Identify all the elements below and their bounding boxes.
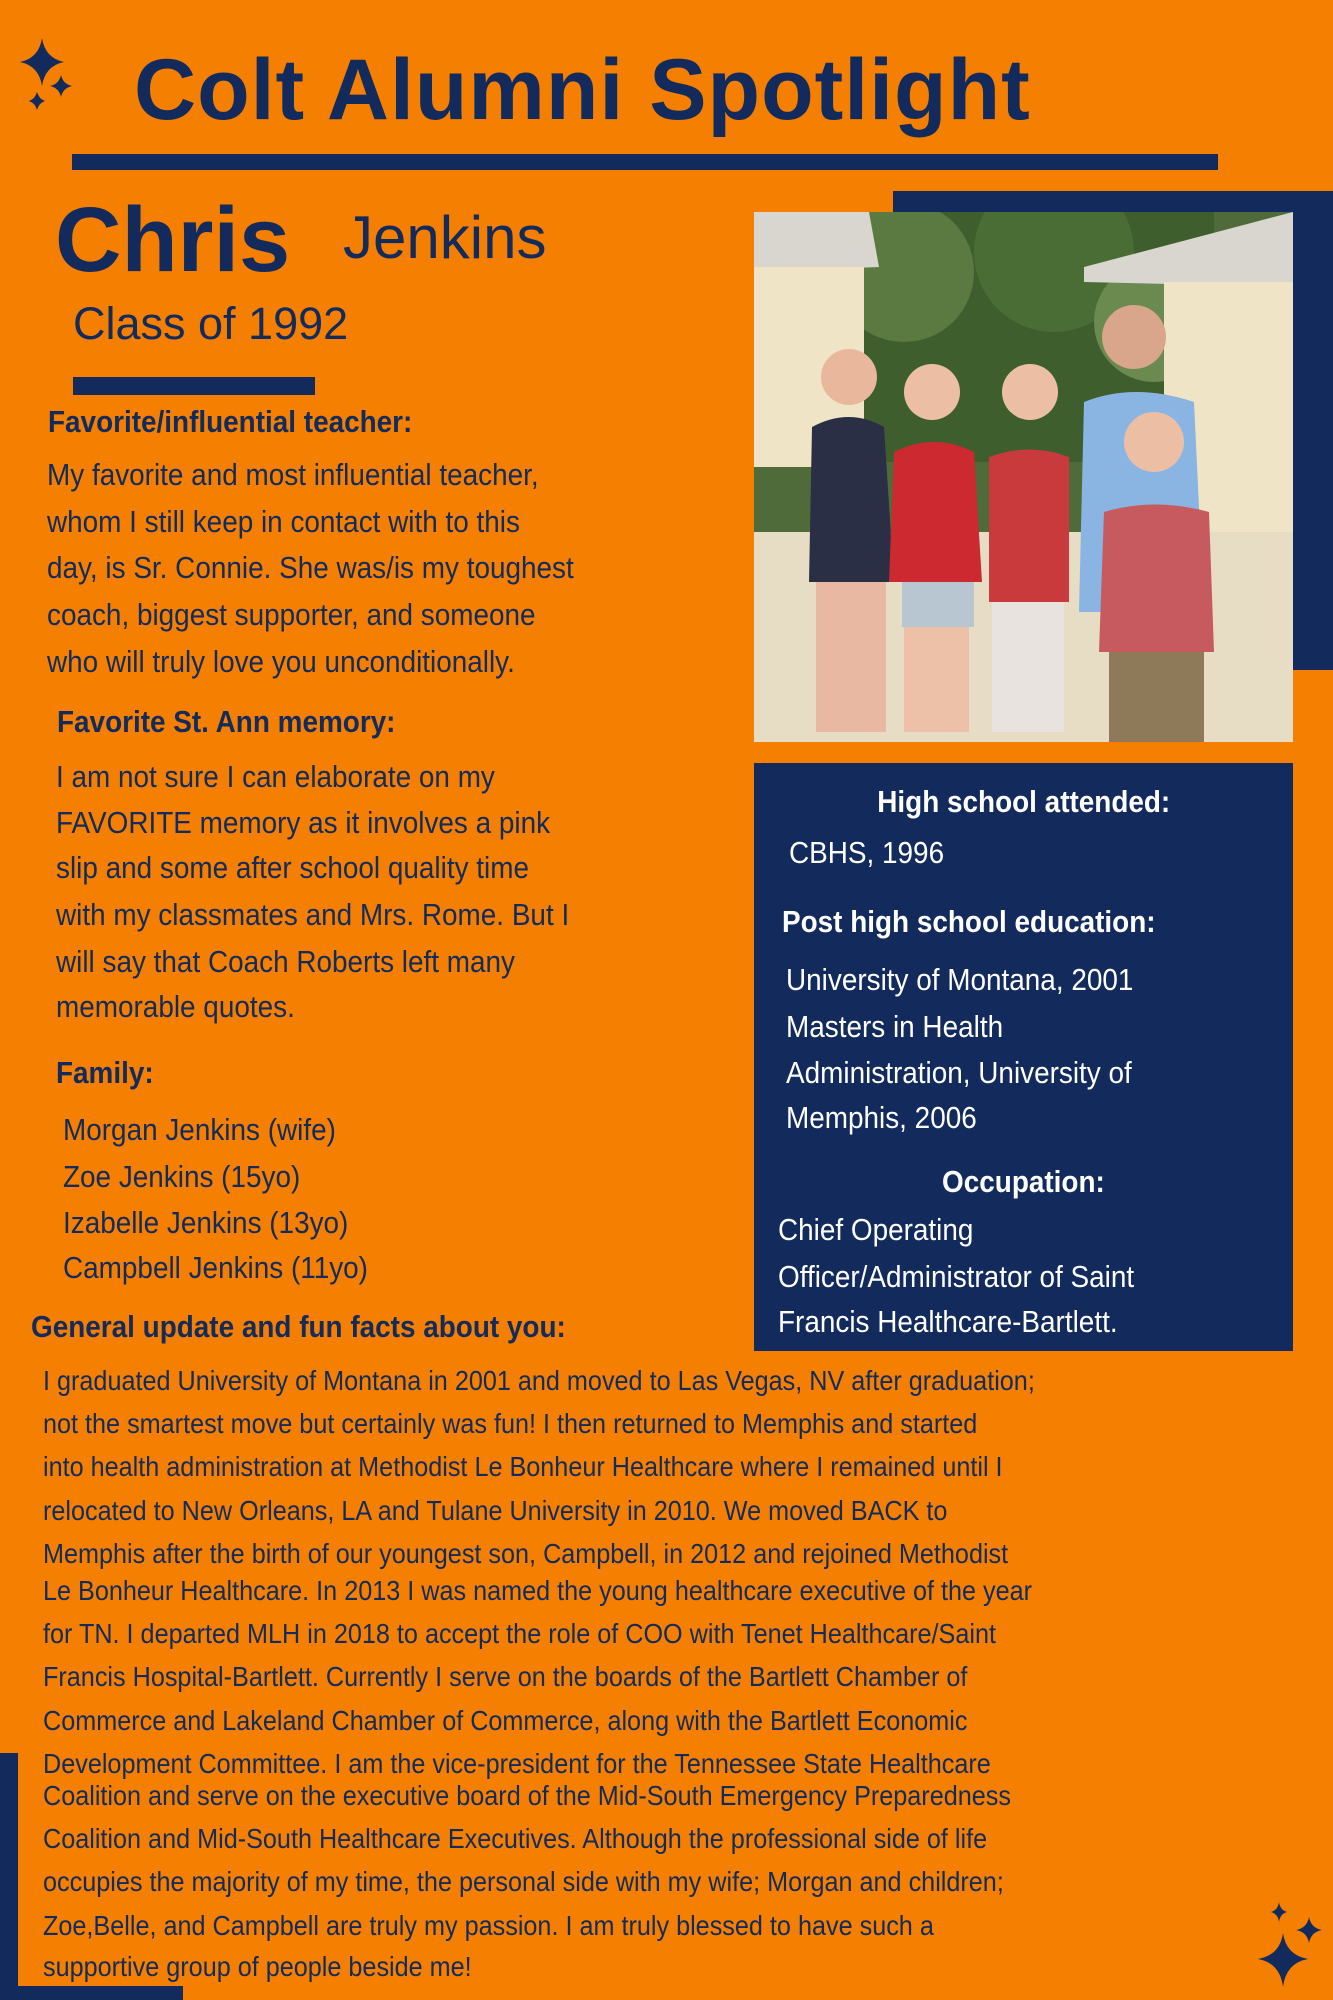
class-year: Class of 1992	[73, 298, 349, 349]
info-box	[754, 763, 1293, 1351]
sparkle-icon	[1296, 1917, 1322, 1943]
teacher-line: coach, biggest supporter, and someone	[47, 597, 536, 632]
occupation-line: Officer/Administrator of Saint	[778, 1259, 1135, 1294]
general-line: supportive group of people beside me!	[43, 1951, 472, 1982]
memory-line: slip and some after school quality time	[56, 850, 529, 885]
general-line: Commerce and Lakeland Chamber of Commerce, along with the Bartlett Economic	[43, 1705, 968, 1736]
occupation-heading: Occupation:	[942, 1164, 1105, 1199]
general-line: Coalition and Mid-South Healthcare Executives. Although the professional side of life	[43, 1823, 988, 1854]
general-line: I graduated University of Montana in 2001 and moved to Las Vegas, NV after graduation;	[43, 1365, 1035, 1396]
memory-line: I am not sure I can elaborate on my	[56, 759, 495, 794]
sparkle-icon	[50, 75, 72, 97]
corner-bracket-vertical	[0, 1753, 18, 2000]
teacher-line: whom I still keep in contact with to this	[47, 504, 520, 539]
alumni-first-name: Chris	[55, 189, 291, 291]
page-title: Colt Alumni Spotlight	[134, 42, 1031, 138]
high-school-value: CBHS, 1996	[789, 835, 945, 870]
teacher-line: who will truly love you unconditionally.	[47, 644, 515, 679]
family-photo	[754, 212, 1293, 742]
title-underline	[72, 154, 1218, 170]
general-heading: General update and fun facts about you:	[31, 1309, 566, 1344]
general-line: Le Bonheur Healthcare. In 2013 I was named the young healthcare executive of the year	[43, 1575, 1033, 1606]
post-high-school-line: Masters in Health	[786, 1009, 1004, 1044]
general-line: relocated to New Orleans, LA and Tulane University in 2010. We moved BACK to	[43, 1495, 948, 1526]
family-heading: Family:	[56, 1055, 154, 1090]
post-high-school-line: Administration, University of	[786, 1055, 1132, 1090]
sparkle-cluster-bottom-right	[1250, 1895, 1330, 1995]
post-high-school-line: Memphis, 2006	[786, 1100, 977, 1135]
teacher-heading: Favorite/influential teacher:	[48, 404, 413, 439]
general-line: Zoe,Belle, and Campbell are truly my passion. I am truly blessed to have such a	[43, 1910, 934, 1941]
family-member: Zoe Jenkins (15yo)	[63, 1159, 301, 1194]
sparkle-icon	[1258, 1933, 1308, 1987]
general-line: Memphis after the birth of our youngest son, Campbell, in 2012 and rejoined Methodist	[43, 1538, 1009, 1569]
sparkle-icon	[29, 92, 45, 110]
memory-heading: Favorite St. Ann memory:	[57, 704, 396, 739]
high-school-heading: High school attended:	[877, 784, 1170, 819]
post-high-school-line: University of Montana, 2001	[786, 962, 1134, 997]
general-line: for TN. I departed MLH in 2018 to accept the role of COO with Tenet Healthcare/Saint	[43, 1618, 996, 1649]
teacher-line: My favorite and most influential teacher,	[47, 457, 539, 492]
family-member: Izabelle Jenkins (13yo)	[63, 1205, 349, 1240]
alumni-last-name: Jenkins	[343, 204, 547, 271]
post-high-school-heading: Post high school education:	[782, 904, 1156, 939]
name-divider	[73, 377, 315, 395]
family-member: Morgan Jenkins (wife)	[63, 1112, 336, 1147]
general-line: into health administration at Methodist Le Bonheur Healthcare where I remained until I	[43, 1451, 1003, 1482]
sparkle-cluster-top-left	[10, 30, 90, 120]
occupation-line: Chief Operating	[778, 1212, 974, 1247]
memory-line: FAVORITE memory as it involves a pink	[56, 805, 551, 840]
sparkle-icon	[20, 38, 64, 86]
general-line: not the smartest move but certainly was fun! I then returned to Memphis and started	[43, 1408, 978, 1439]
teacher-line: day, is Sr. Connie. She was/is my toughest	[47, 550, 574, 585]
general-line: Francis Hospital-Bartlett. Currently I serve on the boards of the Bartlett Chamber of	[43, 1661, 968, 1692]
general-line: Coalition and serve on the executive board of the Mid-South Emergency Preparedness	[43, 1780, 1011, 1811]
memory-line: memorable quotes.	[56, 989, 295, 1024]
family-photo-illustration	[754, 212, 1293, 742]
general-line: occupies the majority of my time, the personal side with my wife; Morgan and children;	[43, 1866, 1004, 1897]
memory-line: will say that Coach Roberts left many	[56, 944, 515, 979]
sparkle-icon	[1271, 1902, 1287, 1922]
general-line: Development Committee. I am the vice-president for the Tennessee State Healthcare	[43, 1748, 991, 1779]
corner-bracket-horizontal	[0, 1986, 183, 2000]
family-member: Campbell Jenkins (11yo)	[63, 1250, 368, 1285]
memory-line: with my classmates and Mrs. Rome. But I	[56, 897, 570, 932]
occupation-line: Francis Healthcare-Bartlett.	[778, 1304, 1118, 1339]
